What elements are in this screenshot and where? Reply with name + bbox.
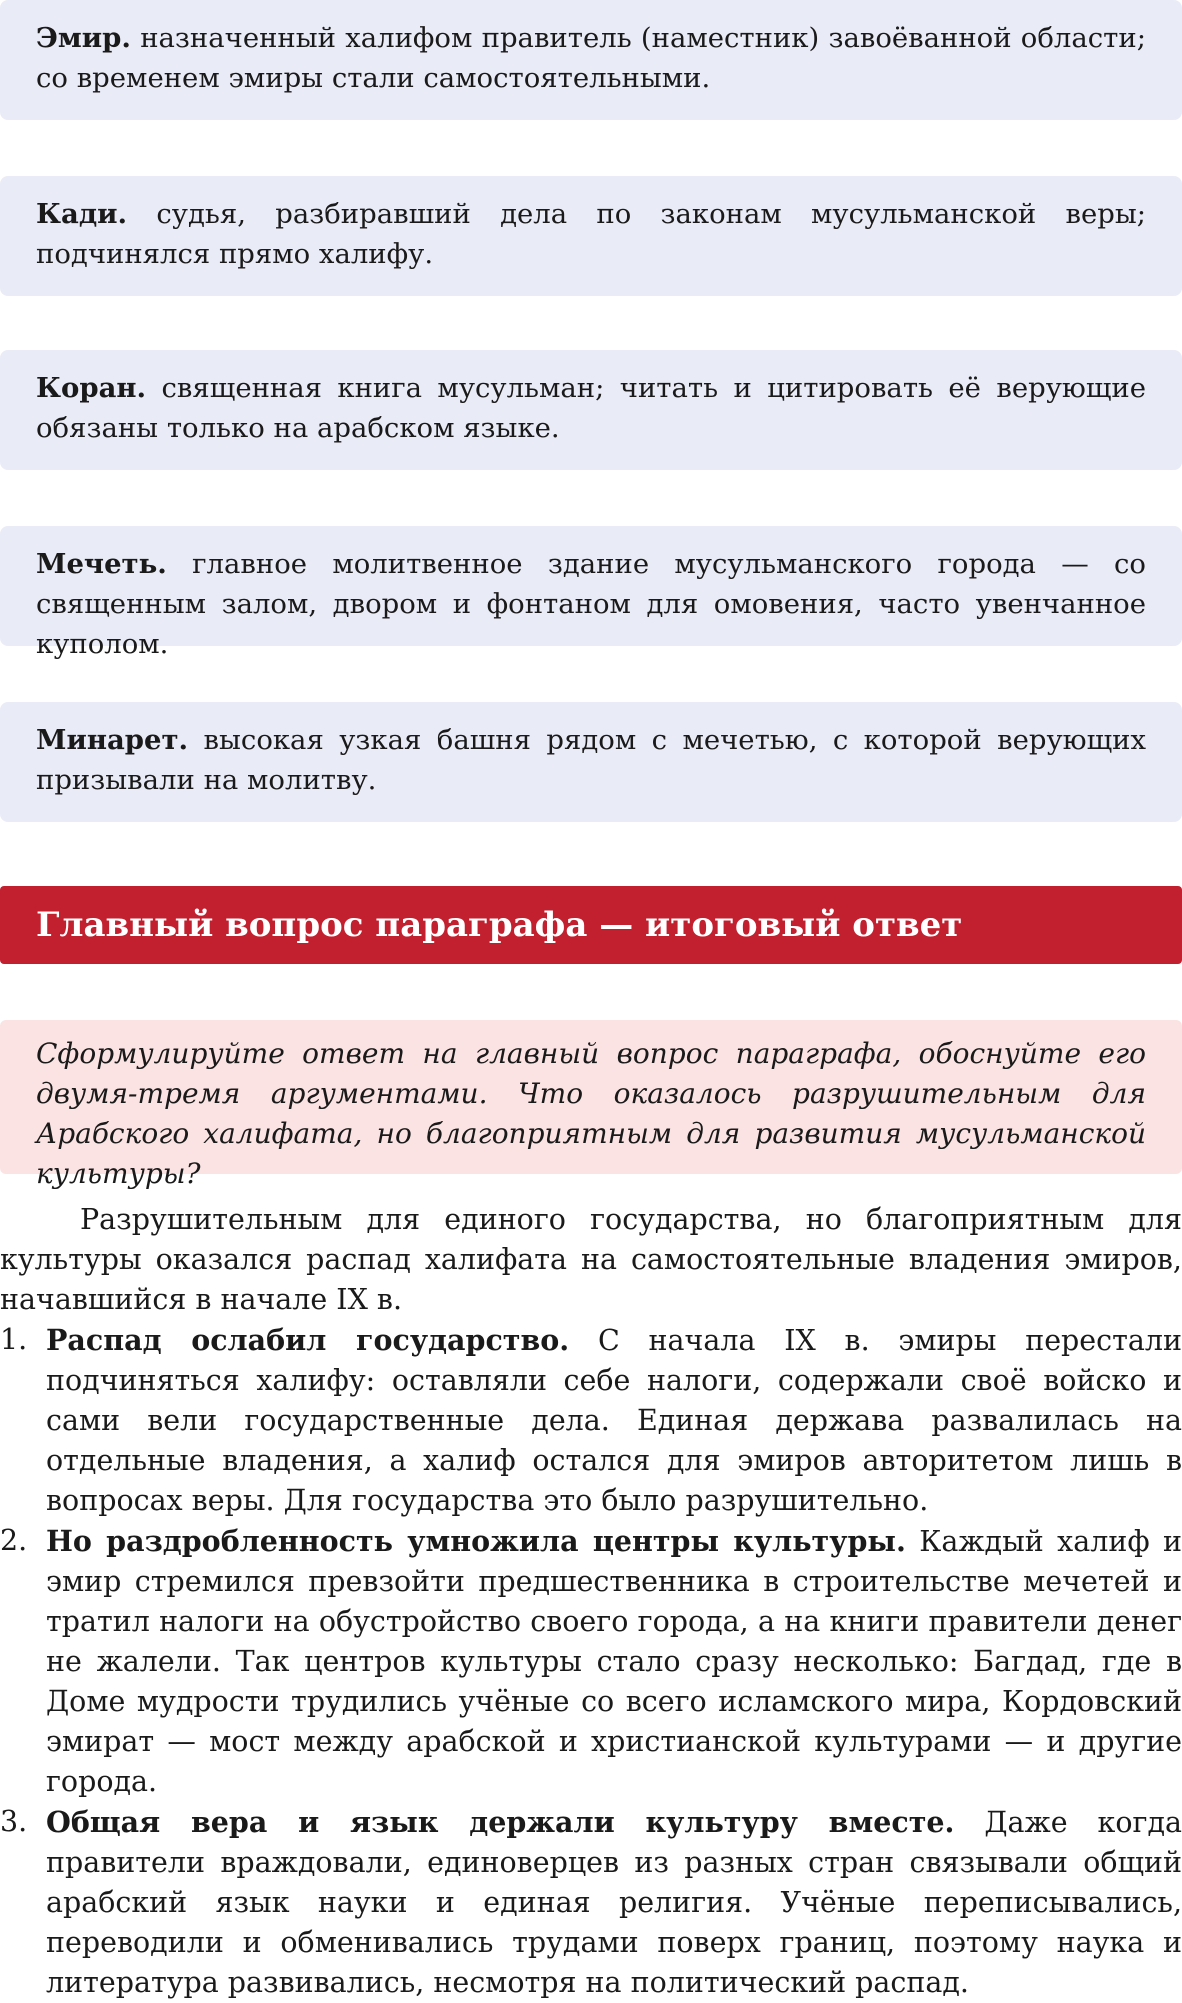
term-definition: священная книга мусульман; читать и цитировать её верующие обязаны только на арабском языке.: [36, 372, 1146, 444]
term-title: Минарет.: [36, 724, 189, 756]
term-title: Мечеть.: [36, 548, 167, 580]
point-text: Даже когда правители враждовали, единоверцев из разных стран связывали общий арабский язык науки и единая религия. Учёные переписывались, переводили и обменивались трудами поверх границ, поэтому наука и литература развивались, несмотря на политический распад.: [46, 1806, 1182, 1999]
term-definition: высокая узкая башня рядом с мечетью, с которой верующих призывали на молитву.: [36, 724, 1146, 796]
term-definition: судья, разбиравший дела по законам мусульманской веры; подчинялся прямо халифу.: [36, 198, 1146, 270]
point-lead: Но раздробленность умножила центры культуры.: [46, 1524, 906, 1558]
point-text: С начала IX в. эмиры перестали подчиняться халифу: оставляли себе налоги, содержали своё войско и сами вели государственные дела. Единая держава развалилась на отдельные владения, а халиф остался для эмиров авторитетом лишь в вопросах веры. Для государства это было разрушительно.: [46, 1324, 1182, 1517]
term-card-minaret: [0, 702, 1182, 822]
point-lead: Распад ослабил государство.: [46, 1323, 570, 1357]
term-definition: назначенный халифом правитель (наместник) завоёванной области; со временем эмиры стали самостоятельными.: [36, 22, 1146, 94]
term-card-mosque: [0, 526, 1182, 660]
answer-list: [0, 1320, 1182, 2003]
point-text: Каждый халиф и эмир стремился превзойти предшественника в строительстве мечетей и тратил налоги на обустройство своего города, а на книги правители денег не жалели. Так центров культуры стало сразу несколько: Багдад, где в Доме мудрости трудились учёные со всего исламского мира, Кордовский эмират — мост между арабской и христианской культурами — и другие города.: [46, 1525, 1182, 1798]
list-item: [0, 1521, 1182, 1802]
point-lead: Общая вера и язык держали культуру вместе.: [46, 1805, 955, 1839]
question-text: Сформулируйте ответ на главный вопрос параграфа, обоснуйте его двумя-тремя аргументами. Что оказалось разрушительным для Арабского халифата, но благоприятным для развития мусульманской культуры?: [36, 1037, 1146, 1190]
term-title: Коран.: [36, 372, 147, 404]
answer-intro: Разрушительным для единого государства, но благоприятным для культуры оказался распад халифата на самостоятельные владения эмиров, начавшийся в начале IX в.: [0, 1203, 1182, 1316]
list-number: 2.: [0, 1524, 28, 1557]
term-definition: главное молитвенное здание мусульманского города — со священным залом, двором и фонтаном для омовения, часто увенчанное куполом.: [36, 548, 1146, 660]
list-number: 3.: [0, 1805, 28, 1838]
term-title: Эмир.: [36, 22, 131, 54]
section-heading: Главный вопрос параграфа — итоговый ответ: [0, 886, 1182, 964]
term-card-kadi: [0, 176, 1182, 296]
question-box: [0, 1020, 1182, 1190]
list-item: [0, 1802, 1182, 2003]
term-card-koran: [0, 350, 1182, 470]
term-title: Кади.: [36, 198, 128, 230]
list-item: [0, 1320, 1182, 1521]
term-card-emir: [0, 0, 1182, 120]
list-number: 1.: [0, 1323, 28, 1356]
